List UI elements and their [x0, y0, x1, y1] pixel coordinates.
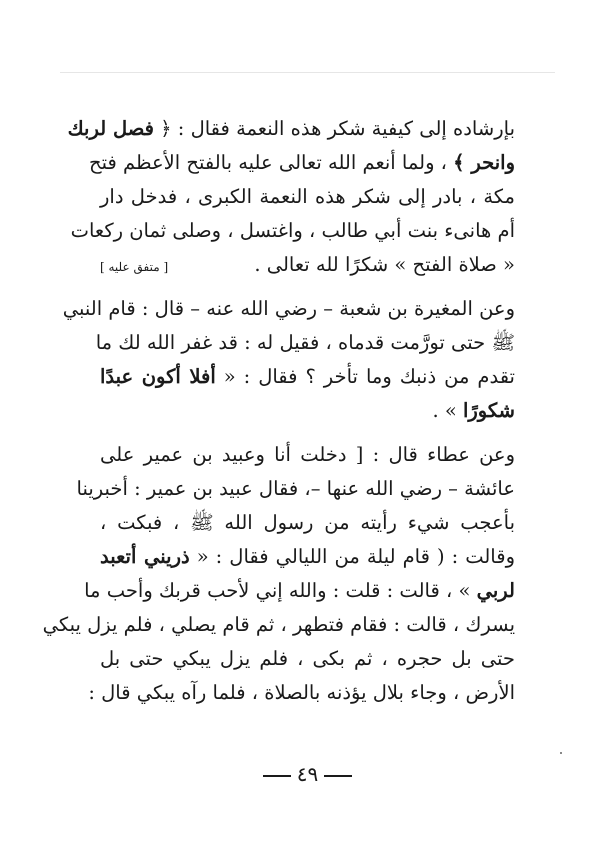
text-line: يسرك ، قالت : فقام فتطهر ، ثم قام يصلي ، فلم يزل يبكي: [42, 613, 515, 636]
text-span: ، ولما أنعم الله تعالى عليه بالفتح الأعظم فتح: [89, 151, 454, 174]
text-span: » .: [432, 399, 463, 422]
header-rule: [60, 72, 555, 73]
hadith-quote: أفلا أكون عبدًا: [100, 365, 216, 388]
quran-quote: وانحر ﴾: [453, 151, 515, 174]
body-text: [42, 112, 515, 710]
folio-dash: [263, 775, 291, 777]
hadith-quote: لربي: [476, 579, 515, 602]
folio-dash: [324, 775, 352, 777]
text-line: حتى بل حجره ، ثم بكى ، فلم يزل يبكي حتى بل: [100, 647, 515, 670]
hadith-quote: شكورًا: [462, 399, 515, 422]
text-span: « صلاة الفتح » شكرًا لله تعالى .: [254, 253, 515, 276]
paragraph-3: [42, 438, 515, 710]
text-line: عائشة – رضي الله عنها –، فقال عبيد بن عمير : أخبرينا: [76, 477, 515, 500]
text-line: [84, 574, 515, 608]
text-line: أم هانىء بنت أبي طالب ، واغتسل ، وصلى ثمان ركعات: [70, 219, 515, 242]
text-line: وعن المغيرة بن شعبة – رضي الله عنه – قال : قام النبي: [62, 297, 515, 320]
text-span: تقدم من ذنبك وما تأخر ؟ فقال : «: [215, 365, 515, 388]
text-span: » ، قالت : قلت : والله إني لأحب قربك وأحب ما: [84, 579, 477, 602]
text-line: [89, 146, 515, 180]
text-line: [100, 248, 515, 282]
paragraph-2: [62, 292, 515, 428]
text-span: وقالت : ( قام ليلة من الليالي فقال : «: [189, 545, 515, 568]
text-line: [100, 394, 515, 428]
text-line: [67, 112, 515, 146]
text-line: ﷺ حتى تورَّمت قدماه ، فقيل له : قد غفر الله لك ما: [95, 331, 515, 354]
citation-note: [ متفق عليه ]: [100, 260, 169, 274]
text-line: الأرض ، وجاء بلال يؤذنه بالصلاة ، فلما رآه يبكي قال :: [88, 681, 515, 704]
page-number-text: ٤٩: [296, 762, 319, 786]
paragraph-1: [67, 112, 515, 282]
text-line: وعن عطاء قال : [ دخلت أنا وعبيد بن عمير على: [100, 443, 515, 466]
quran-quote: فصل لربك: [67, 117, 154, 140]
text-line: مكة ، بادر إلى شكر هذه النعمة الكبرى ، فدخل دار: [100, 185, 515, 208]
text-line: [100, 540, 515, 574]
text-line: [100, 360, 515, 394]
text-span: بإرشاده إلى كيفية شكر هذه النعمة فقال : ﴿: [153, 117, 515, 140]
page-number: [0, 762, 615, 786]
text-line: بأعجب شيء رأيته من رسول الله ﷺ ، فبكت ،: [100, 511, 515, 534]
scan-speck: [560, 752, 562, 754]
hadith-quote: ذريني أتعبد: [100, 545, 190, 568]
